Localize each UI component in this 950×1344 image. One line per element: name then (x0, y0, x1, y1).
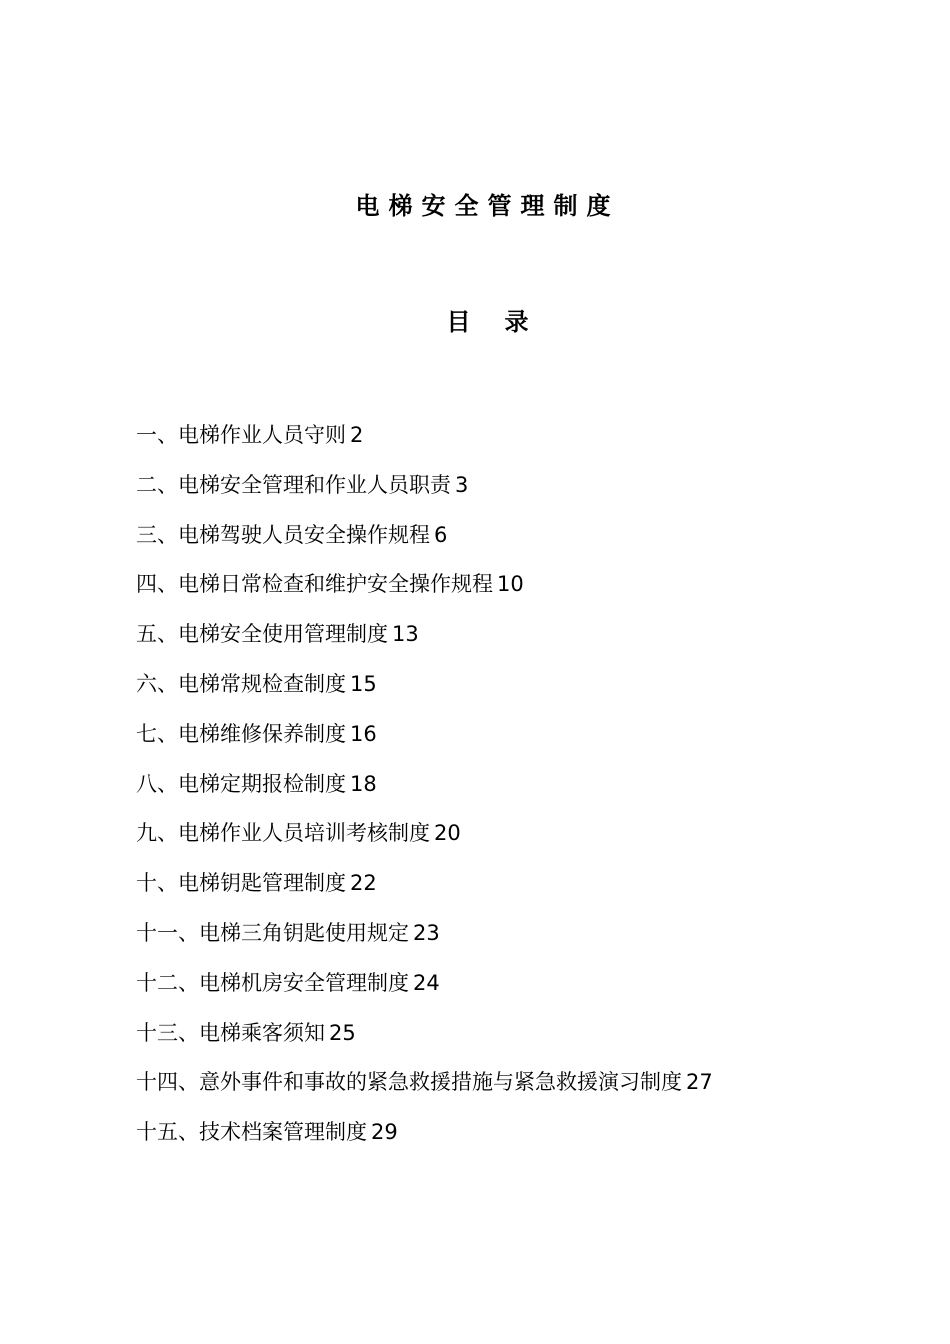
toc-item[interactable] (136, 470, 896, 520)
toc-item-label: 十、电梯钥匙管理制度 (136, 871, 346, 896)
toc-heading-char-1: 目 (446, 308, 471, 336)
toc-item-page: 25 (329, 1020, 356, 1045)
toc-item-page: 29 (371, 1120, 398, 1145)
toc-item-label: 七、电梯维修保养制度 (136, 721, 346, 746)
toc-heading (0, 306, 950, 338)
toc-item-label: 五、电梯安全使用管理制度 (136, 622, 388, 647)
toc-item[interactable] (136, 569, 896, 619)
toc-item-label: 十四、意外事件和事故的紧急救援措施与紧急救援演习制度 (136, 1070, 682, 1095)
toc-item-page: 22 (350, 871, 377, 896)
toc-item[interactable] (136, 818, 896, 868)
toc-item-page: 18 (350, 771, 377, 796)
toc-item-label: 十二、电梯机房安全管理制度 (136, 970, 409, 995)
document-title: 电梯安全管理制度 (355, 192, 620, 220)
toc-item[interactable] (136, 619, 896, 669)
toc-item[interactable] (136, 1067, 896, 1117)
toc-item[interactable] (136, 1018, 896, 1068)
toc-item-label: 二、电梯安全管理和作业人员职责 (136, 472, 451, 497)
toc-item-page: 15 (350, 671, 377, 696)
toc-item[interactable] (136, 520, 896, 570)
toc-item[interactable] (136, 968, 896, 1018)
toc-item-label: 一、电梯作业人员守则 (136, 423, 346, 447)
toc-item[interactable] (136, 868, 896, 918)
toc-item-label: 八、电梯定期报检制度 (136, 771, 346, 796)
toc-heading-char-2: 录 (504, 308, 529, 336)
toc-item-label: 九、电梯作业人员培训考核制度 (136, 821, 430, 846)
toc-item-page: 23 (413, 920, 440, 945)
toc-item-page: 20 (434, 821, 461, 846)
toc-item[interactable] (136, 420, 896, 470)
toc-item[interactable] (136, 769, 896, 819)
toc-item-page: 16 (350, 721, 377, 746)
toc-item-page: 3 (455, 472, 469, 497)
toc-item-page: 27 (686, 1070, 713, 1095)
toc-list (136, 420, 896, 1167)
toc-item[interactable] (136, 669, 896, 719)
toc-item-page: 6 (434, 522, 448, 547)
toc-item[interactable] (136, 918, 896, 968)
toc-item-label: 十三、电梯乘客须知 (136, 1020, 325, 1045)
toc-item-label: 十五、技术档案管理制度 (136, 1120, 367, 1145)
toc-item-label: 四、电梯日常检查和维护安全操作规程 (136, 572, 493, 597)
toc-item[interactable] (136, 719, 896, 769)
toc-item-page: 2 (350, 423, 364, 447)
toc-item[interactable] (136, 1117, 896, 1167)
toc-item-label: 三、电梯驾驶人员安全操作规程 (136, 522, 430, 547)
toc-item-page: 13 (392, 622, 419, 647)
toc-item-label: 六、电梯常规检查制度 (136, 671, 346, 696)
toc-item-page: 10 (497, 572, 524, 597)
toc-item-page: 24 (413, 970, 440, 995)
toc-item-label: 十一、电梯三角钥匙使用规定 (136, 920, 409, 945)
